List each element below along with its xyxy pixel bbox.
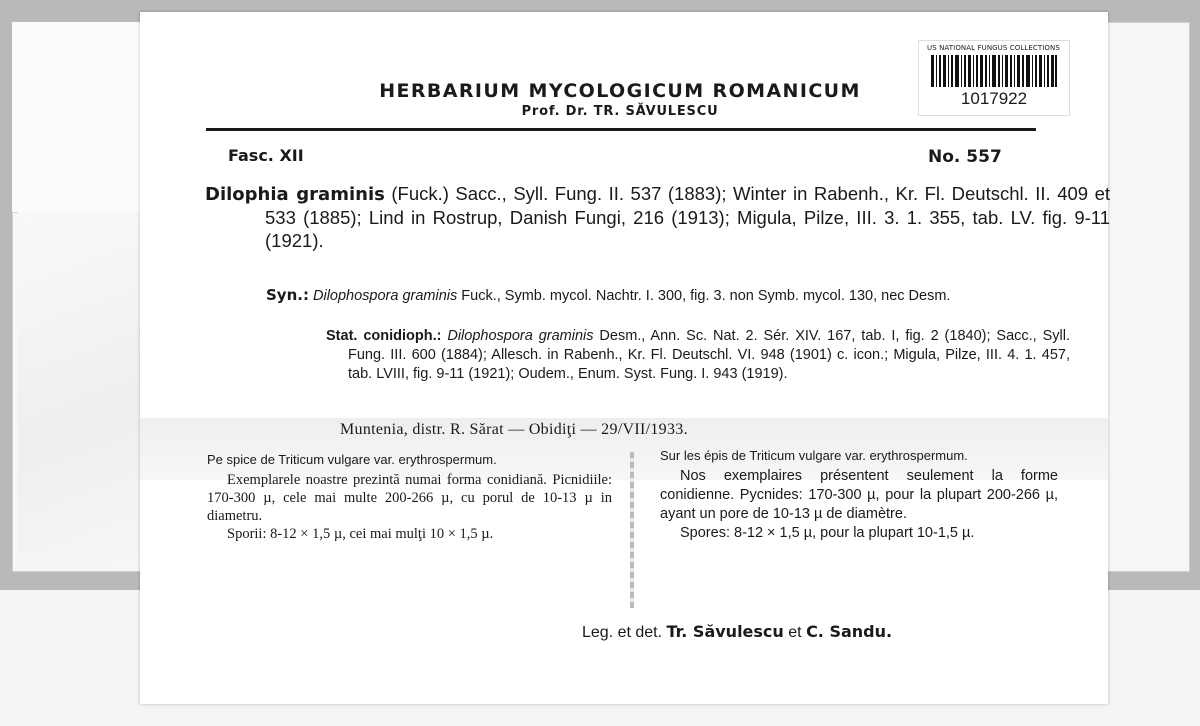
collector-name-2: C. Sandu.	[806, 622, 893, 641]
collector-prefix: Leg. et det.	[582, 624, 663, 641]
synonym-text: Fuck., Symb. mycol. Nachtr. I. 300, fig. 3. non Symb. mycol. 130, nec Desm.	[461, 288, 951, 304]
fascicle-number: Fasc. XII	[228, 146, 304, 165]
conidial-stage-block	[326, 327, 1070, 384]
romanian-host: Pe spice de Triticum vulgare var. erythrospermum.	[207, 452, 497, 467]
conidial-stage-text: Desm., Ann. Sc. Nat. 2. Sér. XIV. 167, tab. I, fig. 2 (1840); Sacc., Syll. Fung. III. 600 (1884); Allesch. in Rabenh., Kr. Fl. Deutschl. VI. 948 (1901) c. icon.; Migula, Pilze, III. 4. 1. 457, tab. LVIII, fig. 9-11 (1921); Oudem., Enum. Syst. Fung. I. 943 (1919).	[348, 328, 1070, 382]
conidial-stage-name: Dilophospora graminis	[447, 328, 594, 344]
french-paragraph-1: Nos exemplaires présentent seulement la forme conidienne. Pycnides: 170-300 µ, pour la plupart 200-266 µ, ayant un pore de 10-13 µ de diamètre.	[660, 468, 1058, 522]
french-host: Sur les épis de Triticum vulgare var. erythrospermum.	[660, 448, 968, 463]
herbarium-title: HERBARIUM MYCOLOGICUM ROMANICUM	[379, 80, 861, 102]
collector-name-1: Tr. Săvulescu	[666, 622, 784, 641]
specimen-number: No. 557	[928, 147, 1002, 167]
french-description	[660, 448, 1058, 543]
citation-text: (Fuck.) Sacc., Syll. Fung. II. 537 (1883); Winter in Rabenh., Kr. Fl. Deutschl. II. 409 et 533 (1885); Lind in Rostrup, Danish Fungi, 216 (1913); Migula, Pilze, III. 3. 1. 355, tab. LV. fig. 9-11 (1921).	[265, 183, 1111, 251]
french-paragraph-2: Spores: 8-12 × 1,5 µ, pour la plupart 10-1,5 µ.	[680, 525, 975, 541]
header-divider	[206, 128, 1036, 131]
synonym-name: Dilophospora graminis	[313, 288, 458, 304]
romanian-paragraph-1: Exemplarele noastre prezintă numai forma conidiană. Picnidiile: 170-300 µ, cele mai multe 200-266 µ, cu porul de 10-13 µ in diametru.	[207, 472, 612, 524]
collector-line	[582, 622, 1042, 642]
conidial-stage-label: Stat. conidioph.:	[326, 328, 442, 344]
envelope-fold	[18, 212, 144, 562]
romanian-paragraph-2: Sporii: 8-12 × 1,5 µ, cei mai mulţi 10 × 1,5 µ.	[227, 526, 494, 542]
fold-crease	[630, 452, 634, 608]
barcode-institution: US NATIONAL FUNGUS COLLECTIONS	[927, 44, 1060, 52]
synonym-block	[266, 286, 1110, 306]
barcode-number: 1017922	[960, 89, 1028, 108]
envelope-flap	[12, 22, 143, 213]
species-citation	[205, 182, 1110, 252]
collection-locality: Muntenia, distr. R. Sărat — Obidiţi — 29/VII/1933.	[340, 421, 688, 438]
romanian-description	[207, 452, 612, 543]
herbarium-subtitle: Prof. Dr. TR. SĂVULESCU	[521, 104, 719, 119]
species-name: Dilophia graminis	[205, 184, 385, 205]
collector-joiner: et	[788, 624, 802, 641]
synonym-label: Syn.:	[266, 286, 309, 304]
